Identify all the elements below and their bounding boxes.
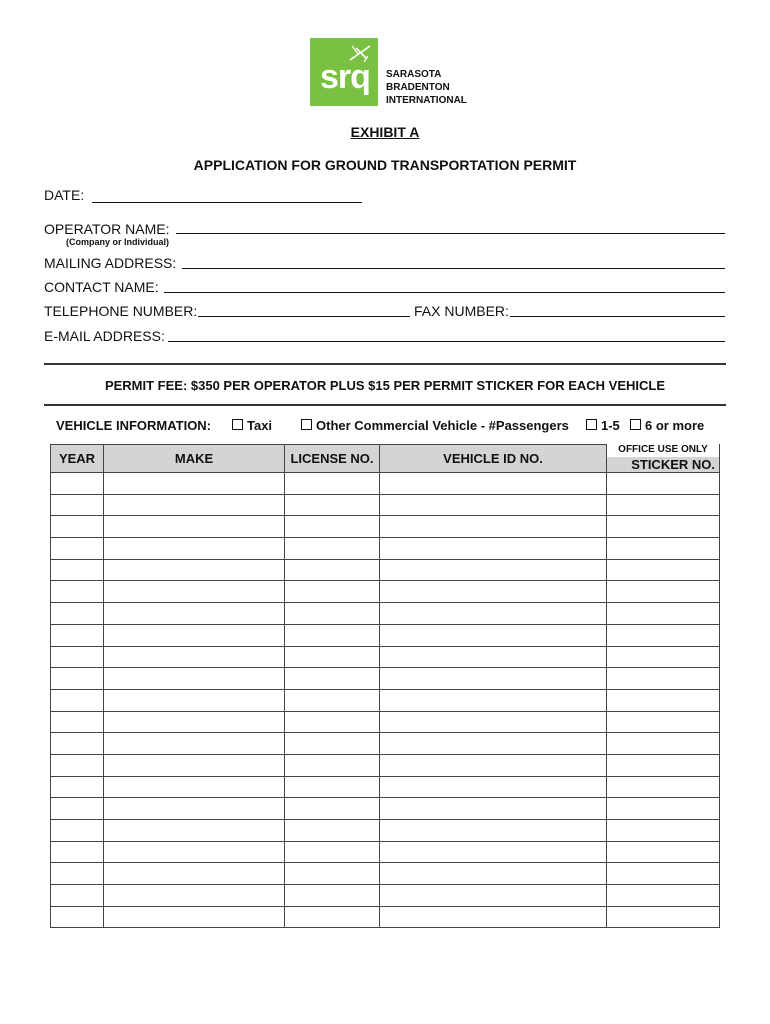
table-row [51, 820, 720, 842]
exhibit-title: EXHIBIT A [350, 124, 420, 140]
passengers-small-option[interactable] [586, 418, 620, 433]
taxi-label: Taxi [247, 418, 273, 433]
sticker-cell[interactable] [607, 473, 720, 495]
sticker-cell[interactable] [607, 538, 720, 560]
year-cell[interactable] [51, 473, 104, 495]
make-cell[interactable] [104, 841, 285, 863]
sticker-cell[interactable] [607, 516, 720, 538]
mailing-field[interactable] [182, 268, 725, 269]
sticker-cell[interactable] [607, 624, 720, 646]
sticker-cell[interactable] [607, 798, 720, 820]
operator-note: (Company or Individual) [66, 237, 170, 247]
other-vehicle-label: Other Commercial Vehicle - #Passengers [316, 418, 569, 433]
taxi-option[interactable] [232, 418, 272, 433]
col-vehicle-id-header: VEHICLE ID NO. [380, 445, 607, 473]
year-cell[interactable] [51, 559, 104, 581]
fax-field[interactable] [510, 316, 725, 317]
operator-label: OPERATOR NAME: [44, 221, 170, 237]
other-vehicle-checkbox[interactable] [301, 419, 312, 430]
license-cell[interactable] [285, 906, 380, 928]
year-cell[interactable] [51, 646, 104, 668]
license-cell[interactable] [285, 538, 380, 560]
license-cell[interactable] [285, 559, 380, 581]
table-row [51, 711, 720, 733]
vehicle-id-cell[interactable] [380, 906, 607, 928]
license-cell[interactable] [285, 473, 380, 495]
license-cell[interactable] [285, 516, 380, 538]
make-cell[interactable] [104, 776, 285, 798]
table-row [51, 581, 720, 603]
table-row [51, 473, 720, 495]
table-row [51, 494, 720, 516]
table-row [51, 798, 720, 820]
year-cell[interactable] [51, 820, 104, 842]
operator-field[interactable] [176, 233, 725, 234]
sticker-cell[interactable] [607, 689, 720, 711]
sticker-cell[interactable] [607, 668, 720, 690]
make-cell[interactable] [104, 473, 285, 495]
sticker-cell[interactable] [607, 559, 720, 581]
year-cell[interactable] [51, 538, 104, 560]
sticker-cell[interactable] [607, 820, 720, 842]
license-cell[interactable] [285, 624, 380, 646]
sticker-cell[interactable] [607, 581, 720, 603]
year-cell[interactable] [51, 711, 104, 733]
vehicle-id-cell[interactable] [380, 494, 607, 516]
make-cell[interactable] [104, 733, 285, 755]
make-cell[interactable] [104, 906, 285, 928]
year-cell[interactable] [51, 798, 104, 820]
year-cell[interactable] [51, 689, 104, 711]
make-cell[interactable] [104, 668, 285, 690]
license-cell[interactable] [285, 581, 380, 603]
make-cell[interactable] [104, 885, 285, 907]
table-row [51, 754, 720, 776]
year-cell[interactable] [51, 754, 104, 776]
vehicle-id-cell[interactable] [380, 776, 607, 798]
sticker-cell[interactable] [607, 863, 720, 885]
vehicle-id-cell[interactable] [380, 820, 607, 842]
col-year-header: YEAR [51, 445, 104, 473]
make-cell[interactable] [104, 581, 285, 603]
logo-line-1: SARASOTA [386, 69, 442, 80]
table-row [51, 733, 720, 755]
make-cell[interactable] [104, 711, 285, 733]
email-label: E-MAIL ADDRESS: [44, 328, 165, 344]
table-row [51, 863, 720, 885]
sticker-cell[interactable] [607, 603, 720, 625]
col-license-header: LICENSE NO. [285, 445, 380, 473]
make-cell[interactable] [104, 494, 285, 516]
year-cell[interactable] [51, 516, 104, 538]
license-cell[interactable] [285, 885, 380, 907]
logo-line-2: BRADENTON [386, 82, 450, 93]
make-cell[interactable] [104, 516, 285, 538]
make-cell[interactable] [104, 798, 285, 820]
license-cell[interactable] [285, 733, 380, 755]
sticker-cell[interactable] [607, 841, 720, 863]
year-cell[interactable] [51, 668, 104, 690]
license-cell[interactable] [285, 603, 380, 625]
license-cell[interactable] [285, 863, 380, 885]
sticker-cell[interactable] [607, 733, 720, 755]
make-cell[interactable] [104, 863, 285, 885]
license-cell[interactable] [285, 820, 380, 842]
passengers-small-checkbox[interactable] [586, 419, 597, 430]
table-row [51, 689, 720, 711]
year-cell[interactable] [51, 603, 104, 625]
table-row [51, 603, 720, 625]
year-cell[interactable] [51, 733, 104, 755]
table-row [51, 646, 720, 668]
srq-logo [310, 38, 378, 106]
vehicle-id-cell[interactable] [380, 754, 607, 776]
vehicle-id-cell[interactable] [380, 711, 607, 733]
col-make-header: MAKE [104, 445, 285, 473]
vehicle-id-cell[interactable] [380, 733, 607, 755]
make-cell[interactable] [104, 559, 285, 581]
table-header-row [51, 445, 720, 473]
vehicle-id-cell[interactable] [380, 798, 607, 820]
telephone-field[interactable] [198, 316, 410, 317]
vehicle-id-cell[interactable] [380, 863, 607, 885]
vehicle-id-cell[interactable] [380, 581, 607, 603]
date-field[interactable] [92, 202, 362, 203]
passengers-small-label: 1-5 [601, 418, 620, 433]
passengers-large-checkbox[interactable] [630, 419, 641, 430]
fax-label: FAX NUMBER: [414, 303, 509, 319]
make-cell[interactable] [104, 689, 285, 711]
sticker-cell[interactable] [607, 885, 720, 907]
vehicle-info-label: VEHICLE INFORMATION: [56, 418, 212, 433]
vehicle-id-cell[interactable] [380, 885, 607, 907]
application-title: APPLICATION FOR GROUND TRANSPORTATION PERMIT [193, 157, 577, 173]
make-cell[interactable] [104, 754, 285, 776]
make-cell[interactable] [104, 646, 285, 668]
vehicle-id-cell[interactable] [380, 473, 607, 495]
make-cell[interactable] [104, 538, 285, 560]
sticker-cell[interactable] [607, 711, 720, 733]
vehicle-id-cell[interactable] [380, 646, 607, 668]
divider-bottom [44, 404, 726, 406]
make-cell[interactable] [104, 624, 285, 646]
date-label: DATE: [44, 187, 85, 203]
passengers-large-label: 6 or more [645, 418, 705, 433]
vehicle-id-cell[interactable] [380, 538, 607, 560]
logo-abbr: srq [320, 58, 370, 96]
year-cell[interactable] [51, 885, 104, 907]
table-row [51, 668, 720, 690]
col-sticker-header [607, 445, 720, 473]
table-row [51, 885, 720, 907]
office-use-label: OFFICE USE ONLY [607, 444, 719, 457]
sticker-cell[interactable] [607, 754, 720, 776]
year-cell[interactable] [51, 841, 104, 863]
year-cell[interactable] [51, 776, 104, 798]
vehicle-id-cell[interactable] [380, 689, 607, 711]
mailing-label: MAILING ADDRESS: [44, 255, 177, 271]
email-field[interactable] [168, 341, 725, 342]
passengers-large-option[interactable] [630, 418, 704, 433]
sticker-cell[interactable] [607, 646, 720, 668]
year-cell[interactable] [51, 906, 104, 928]
license-cell[interactable] [285, 798, 380, 820]
vehicle-id-cell[interactable] [380, 559, 607, 581]
logo-line-3: INTERNATIONAL [386, 95, 467, 106]
permit-fee-text: PERMIT FEE: $350 PER OPERATOR PLUS $15 PER PERMIT STICKER FOR EACH VEHICLE [104, 378, 666, 393]
sticker-label: STICKER NO. [631, 457, 715, 472]
license-cell[interactable] [285, 841, 380, 863]
table-row [51, 906, 720, 928]
license-cell[interactable] [285, 776, 380, 798]
table-row [51, 776, 720, 798]
year-cell[interactable] [51, 494, 104, 516]
sticker-cell[interactable] [607, 776, 720, 798]
year-cell[interactable] [51, 581, 104, 603]
table-row [51, 559, 720, 581]
sticker-cell[interactable] [607, 494, 720, 516]
logo-name [386, 68, 467, 107]
year-cell[interactable] [51, 624, 104, 646]
vehicle-id-cell[interactable] [380, 603, 607, 625]
license-cell[interactable] [285, 668, 380, 690]
license-cell[interactable] [285, 646, 380, 668]
vehicle-id-cell[interactable] [380, 624, 607, 646]
vehicle-id-cell[interactable] [380, 841, 607, 863]
vehicle-id-cell[interactable] [380, 516, 607, 538]
telephone-label: TELEPHONE NUMBER: [44, 303, 198, 319]
divider-top [44, 363, 726, 365]
license-cell[interactable] [285, 754, 380, 776]
license-cell[interactable] [285, 711, 380, 733]
make-cell[interactable] [104, 820, 285, 842]
table-row [51, 516, 720, 538]
license-cell[interactable] [285, 494, 380, 516]
sticker-cell[interactable] [607, 906, 720, 928]
table-row [51, 624, 720, 646]
year-cell[interactable] [51, 863, 104, 885]
taxi-checkbox[interactable] [232, 419, 243, 430]
make-cell[interactable] [104, 603, 285, 625]
vehicle-table [50, 444, 720, 928]
license-cell[interactable] [285, 689, 380, 711]
table-row [51, 538, 720, 560]
table-row [51, 841, 720, 863]
contact-field[interactable] [164, 292, 725, 293]
other-vehicle-option[interactable] [301, 418, 569, 433]
vehicle-id-cell[interactable] [380, 668, 607, 690]
contact-label: CONTACT NAME: [44, 279, 159, 295]
